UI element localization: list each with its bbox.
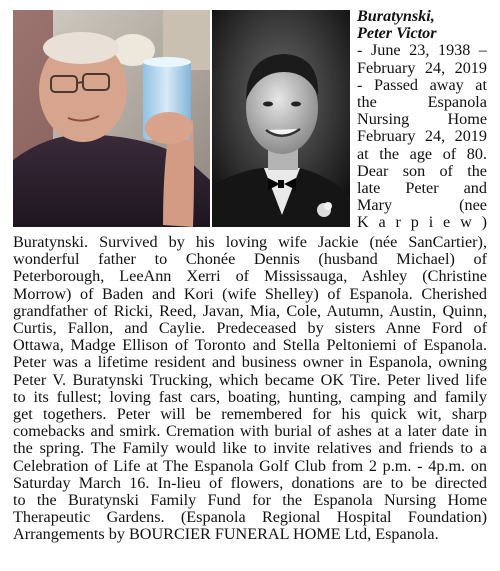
body-line: comebacks and smirk. Cremation with burial of ashes at a later date in (13, 422, 487, 441)
obituary-body (13, 234, 487, 544)
body-line: wonderful father to Chonée Dennis (husband Michael) of (13, 250, 487, 269)
body-line: Peter V. Buratynski Trucking, which became OK Tire. Peter lived life (13, 370, 487, 389)
side-line: February 24, 2019 (357, 58, 487, 77)
side-line: K a r p i e w ) (357, 213, 487, 232)
body-line: Saturday March 16. In-lieu of flowers, donations are to be directed (13, 473, 487, 492)
obituary-header-column (357, 8, 487, 232)
body-line: Therapeutic Gardens. (Espanola Regional Hospital Foundation) (13, 508, 487, 527)
side-line: February 24, 2019 (357, 127, 487, 146)
side-line: - Passed away at (357, 75, 487, 94)
body-line: Peter was a lifetime resident and business owner in Espanola, owning (13, 353, 487, 372)
side-line: late Peter and (357, 179, 487, 198)
body-line: Celebration of Life at The Espanola Golf Club from 2 p.m. - 4p.m. on (13, 456, 487, 475)
side-line: at the age of 80. (357, 144, 487, 163)
side-line: Nursing Home (357, 110, 487, 129)
photo-portrait-bow-tie (212, 10, 350, 227)
body-line: grandfather of Ricki, Reed, Javan, Mia, Cole, Autumn, Austin, Quinn, (13, 301, 487, 320)
deceased-surname: Buratynski, (357, 7, 435, 25)
photo-elderly-man-toasting (13, 10, 210, 227)
body-line: to the Buratynski Family Fund for the Espanola Nursing Home (13, 491, 487, 510)
body-line: Buratynski. Survived by his loving wife Jackie (née SanCartier), (13, 233, 487, 251)
side-line: Mary (nee (357, 196, 487, 215)
body-line: get togethers. Peter will be remembered for his quick wit, sharp (13, 405, 487, 424)
side-line: Dear son of the (357, 161, 487, 180)
body-line: Curtis, Fallon, and Caylie. Predeceased by sisters Anne Ford of (13, 319, 487, 338)
body-line: the spring. The Family would like to invite relatives and friends to a (13, 439, 487, 458)
deceased-given-names: Peter Victor (357, 24, 437, 43)
side-line: the Espanola (357, 93, 487, 112)
side-line: - June 23, 1938 – (357, 41, 487, 60)
body-line: Peterborough, LeeAnn Xerri of Mississauga, Ashley (Christine (13, 267, 487, 286)
body-line: Ottawa, Madge Ellison of Toronto and Stella Peltoniemi of Espanola. (13, 336, 487, 355)
body-line: Arrangements by BOURCIER FUNERAL HOME Ltd, Espanola. (13, 525, 439, 544)
body-line: Morrow) of Baden and Kori (wife Shelley) of Espanola. Cherished (13, 284, 487, 303)
body-line: to its fullest; loving fast cars, boating, hunting, camping and family (13, 387, 487, 406)
